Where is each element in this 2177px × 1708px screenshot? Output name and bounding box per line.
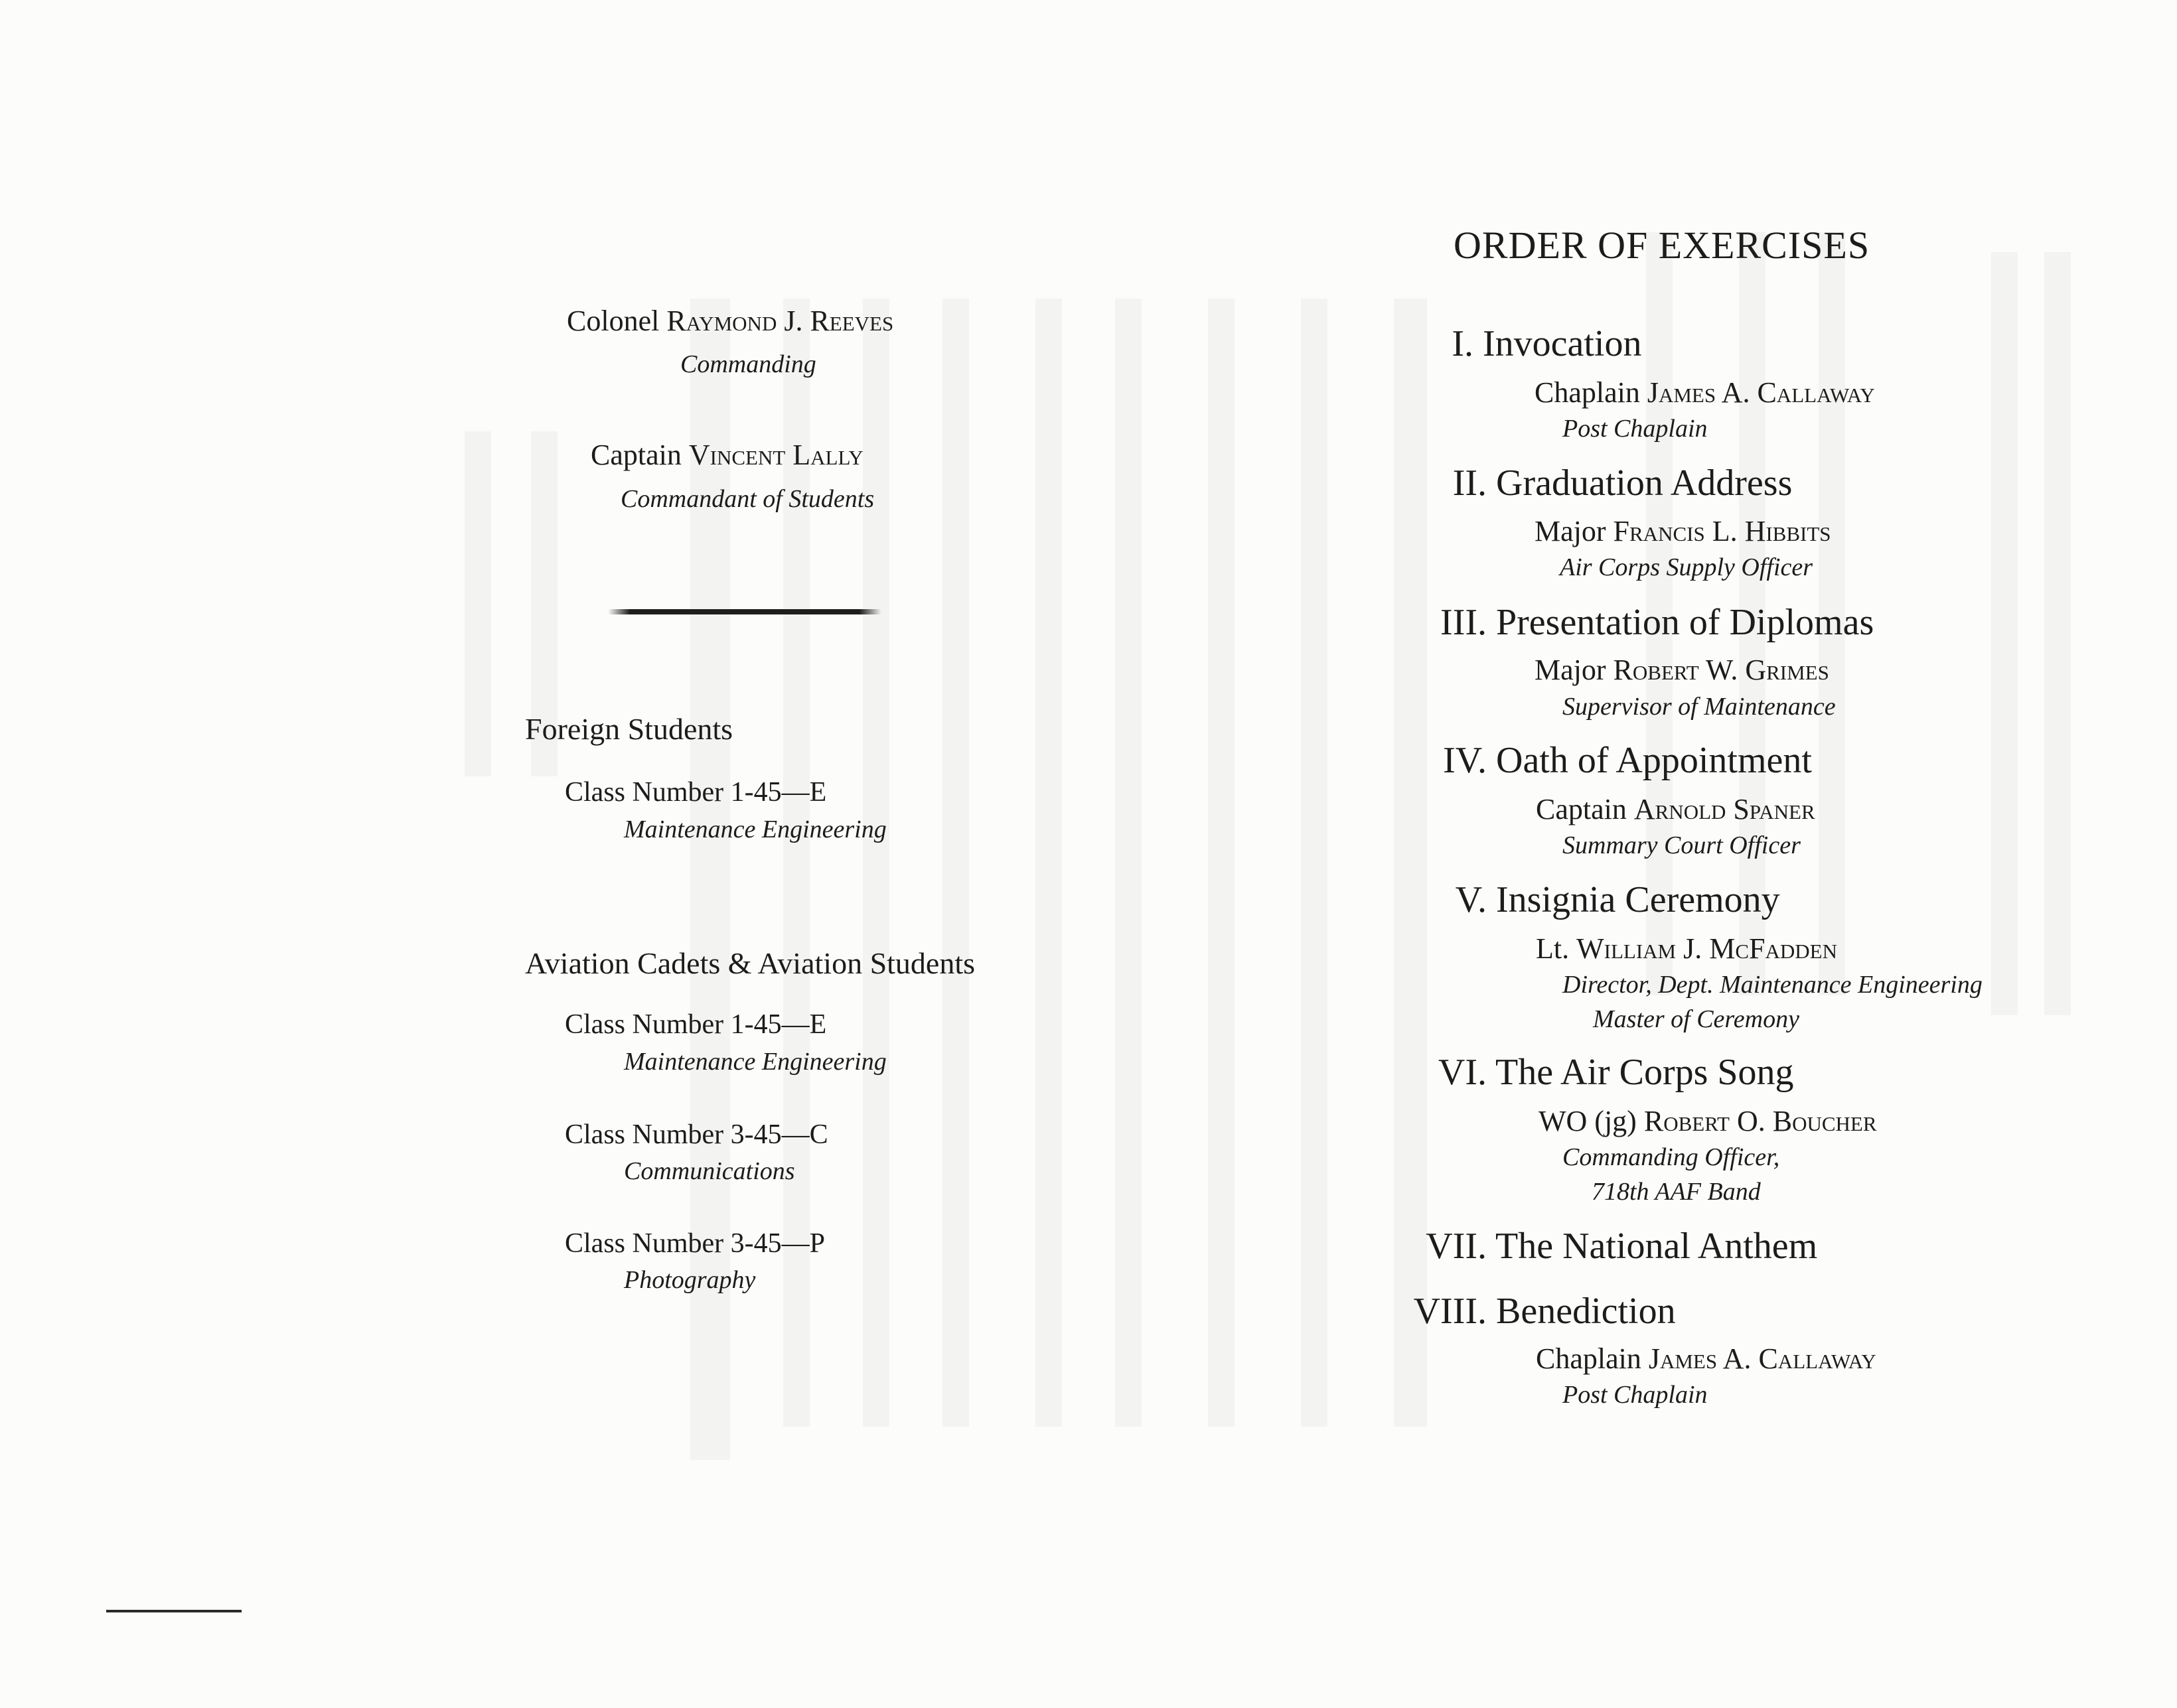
class-field: Maintenance Engineering [624,1048,887,1076]
class-label: Class Number 3-45—C [565,1119,828,1150]
participant-line [1539,1104,1877,1138]
exercise-item [1394,1051,1794,1094]
exercise-numeral: VIII. [1413,1291,1487,1332]
exercise-item [1394,601,1874,644]
officer-name: Raymond J. Reeves [666,305,894,337]
exercise-item [1374,1225,1817,1267]
participant-rank: Major [1535,654,1606,686]
participant-role: Director, Dept. Maintenance Engineering [1562,971,1983,999]
exercise-item [1407,879,1780,921]
participant-name: James A. Callaway [1648,1342,1876,1375]
exercise-item [1407,322,1641,365]
participant-rank: Major [1535,515,1606,547]
participant-name: Robert O. Boucher [1643,1105,1877,1137]
participant-role: Air Corps Supply Officer [1560,553,1813,581]
exercise-title: The National Anthem [1495,1226,1818,1267]
participant-line [1535,514,1831,548]
participant-name: Arnold Spaner [1633,793,1815,825]
class-field: Maintenance Engineering [624,816,887,843]
exercise-title: Invocation [1483,323,1642,364]
officer-rank: Colonel [567,305,660,337]
group-heading: Foreign Students [525,712,733,746]
divider-rule [608,609,881,614]
exercise-numeral: III. [1440,602,1487,643]
exercise-title: Graduation Address [1496,463,1793,504]
class-label: Class Number 1-45—E [565,1009,827,1040]
exercise-title: Oath of Appointment [1496,740,1812,781]
participant-role: Commanding Officer, [1562,1143,1780,1171]
participant-rank: Chaplain [1536,1342,1641,1375]
participant-rank: Captain [1536,793,1627,825]
participant-name: Francis L. Hibbits [1613,515,1831,547]
exercise-numeral: VII. [1426,1226,1487,1267]
participant-rank: Lt. [1536,932,1570,965]
participant-name: Robert W. Grimes [1613,654,1829,686]
class-label: Class Number 1-45—E [565,777,827,808]
corner-rule [106,1610,242,1612]
group-heading: Aviation Cadets & Aviation Students [525,946,976,980]
participant-role: Post Chaplain [1562,415,1708,443]
exercise-item [1367,1290,1676,1332]
exercise-numeral: V. [1455,879,1487,920]
class-field: Communications [624,1157,795,1185]
officer-name: Vincent Lally [688,439,863,471]
exercise-title: The Air Corps Song [1495,1052,1794,1093]
exercise-item [1407,462,1792,504]
participant-name: William J. McFadden [1576,932,1837,965]
participant-rank: WO (jg) [1539,1105,1637,1137]
class-label: Class Number 3-45—P [565,1228,825,1259]
participant-role: Master of Ceremony [1593,1005,1799,1033]
participant-line [1536,792,1815,826]
class-field: Photography [624,1266,756,1294]
exercise-numeral: II. [1452,463,1487,504]
exercise-title: Insignia Ceremony [1496,879,1780,920]
exercise-item [1394,739,1812,782]
exercise-title: Presentation of Diplomas [1496,602,1874,643]
officer-rank: Captain [591,439,682,471]
exercise-numeral: I. [1452,323,1473,364]
exercise-numeral: IV. [1443,740,1487,781]
participant-line [1535,653,1829,687]
officer-role: Commanding [680,350,816,378]
page-title: ORDER OF EXERCISES [1454,224,1870,267]
participant-role: Summary Court Officer [1562,831,1801,859]
officer-role: Commandant of Students [621,485,875,513]
participant-line [1536,1342,1876,1376]
participant-line [1535,376,1875,409]
participant-role: Post Chaplain [1562,1381,1708,1409]
participant-role: Supervisor of Maintenance [1562,693,1836,721]
exercise-numeral: VI. [1438,1052,1487,1093]
officer-line [591,438,863,472]
participant-name: James A. Callaway [1647,376,1875,409]
officer-line [567,304,893,338]
participant-role: 718th AAF Band [1592,1178,1761,1206]
exercise-title: Benediction [1496,1291,1676,1332]
participant-rank: Chaplain [1535,376,1640,409]
participant-line [1536,932,1837,965]
